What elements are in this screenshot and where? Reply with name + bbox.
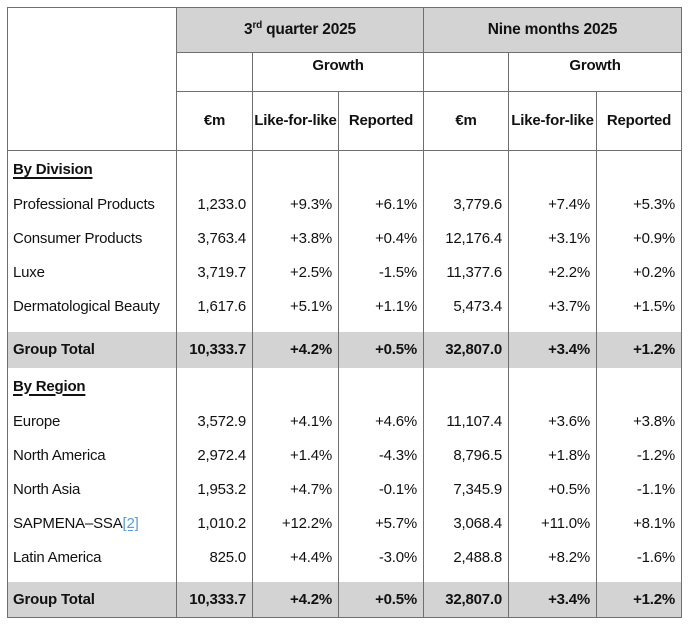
- q3-reported-cell: +0.5%: [339, 582, 424, 618]
- table-row-group-total-region: [8, 582, 682, 618]
- empty-cell: [597, 575, 682, 582]
- table-row-north-asia: [8, 473, 682, 507]
- nine-months-header: Nine months 2025: [424, 8, 682, 53]
- 9m-em-cell: 8,796.5: [424, 439, 509, 473]
- 9m-lfl-cell: +3.4%: [509, 582, 597, 618]
- row-label: Group Total: [8, 332, 177, 368]
- table-row-luxe: [8, 256, 682, 290]
- q3-lfl-cell: +5.1%: [253, 290, 339, 324]
- table-row-sapmena-ssa: [8, 507, 682, 541]
- 9m-em-cell: 2,488.8: [424, 541, 509, 575]
- section-title-cell: [8, 151, 177, 188]
- 9m-reported-cell: +1.5%: [597, 290, 682, 324]
- row-label: Professional Products: [8, 188, 177, 222]
- 9m-reported-cell: -1.6%: [597, 541, 682, 575]
- empty-cell: [177, 368, 253, 405]
- 9m-reported-cell: +0.2%: [597, 256, 682, 290]
- table-row-professional-products: [8, 188, 682, 222]
- corner-cell: [8, 8, 177, 151]
- 9m-reported-header: Reported: [597, 92, 682, 151]
- empty-cell: [509, 575, 597, 582]
- 9m-em-cell: 11,377.6: [424, 256, 509, 290]
- empty-cell: [8, 324, 177, 332]
- table-row-consumer-products: [8, 222, 682, 256]
- empty-cell: [597, 324, 682, 332]
- section-row-by-region: [8, 368, 682, 405]
- 9m-reported-cell: +1.2%: [597, 332, 682, 368]
- q3-reported-cell: +5.7%: [339, 507, 424, 541]
- q3-lfl-cell: +9.3%: [253, 188, 339, 222]
- q3-em-cell: 825.0: [177, 541, 253, 575]
- row-label: Europe: [8, 405, 177, 439]
- 9m-lfl-cell: +3.6%: [509, 405, 597, 439]
- table-row-dermatological-beauty: [8, 290, 682, 324]
- empty-cell: [8, 575, 177, 582]
- empty-cell: [339, 324, 424, 332]
- q3-lfl-cell: +4.2%: [253, 582, 339, 618]
- empty-cell: [424, 368, 509, 405]
- row-label: Dermatological Beauty: [8, 290, 177, 324]
- q3-reported-cell: -4.3%: [339, 439, 424, 473]
- row-label: Luxe: [8, 256, 177, 290]
- q3-reported-cell: -0.1%: [339, 473, 424, 507]
- 9m-lfl-cell: +3.7%: [509, 290, 597, 324]
- row-label: North America: [8, 439, 177, 473]
- 9m-lfl-cell: +3.1%: [509, 222, 597, 256]
- spacer-row: [8, 324, 682, 332]
- empty-cell: [424, 151, 509, 188]
- q3-reported-cell: -3.0%: [339, 541, 424, 575]
- 9m-growth-header: Growth: [509, 53, 682, 92]
- 9m-reported-cell: +5.3%: [597, 188, 682, 222]
- q3-reported-cell: +1.1%: [339, 290, 424, 324]
- q3-lfl-cell: +2.5%: [253, 256, 339, 290]
- q3-growth-header: Growth: [253, 53, 424, 92]
- q3-em-cell: 10,333.7: [177, 582, 253, 618]
- q3-lfl-cell: +4.1%: [253, 405, 339, 439]
- q3-em-cell: 10,333.7: [177, 332, 253, 368]
- empty-cell: [339, 368, 424, 405]
- results-table: [7, 7, 682, 618]
- empty-cell: [424, 575, 509, 582]
- section-title: By Region: [13, 377, 86, 395]
- 9m-em-spacer-cell: [424, 53, 509, 92]
- 9m-em-cell: 5,473.4: [424, 290, 509, 324]
- section-title: By Division: [13, 160, 93, 178]
- 9m-lfl-cell: +11.0%: [509, 507, 597, 541]
- 9m-em-header: €m: [424, 92, 509, 151]
- q3-reported-cell: +0.4%: [339, 222, 424, 256]
- header-row-periods: [8, 8, 682, 53]
- table-row-europe: [8, 405, 682, 439]
- table-row-latin-america: [8, 541, 682, 575]
- empty-cell: [177, 324, 253, 332]
- q3-lfl-cell: +1.4%: [253, 439, 339, 473]
- section-title-cell: [8, 368, 177, 405]
- 9m-lfl-cell: +3.4%: [509, 332, 597, 368]
- q3-em-cell: 3,719.7: [177, 256, 253, 290]
- empty-cell: [339, 151, 424, 188]
- q3-em-cell: 3,763.4: [177, 222, 253, 256]
- empty-cell: [597, 151, 682, 188]
- q3-em-cell: 2,972.4: [177, 439, 253, 473]
- q3-quarter-ordinal: rd: [252, 19, 263, 31]
- q3-lfl-header: Like-for-like: [253, 92, 339, 151]
- row-label-text: SAPMENA–SSA: [13, 515, 123, 532]
- empty-cell: [253, 368, 339, 405]
- q3-lfl-cell: +12.2%: [253, 507, 339, 541]
- 9m-em-cell: 12,176.4: [424, 222, 509, 256]
- q3-lfl-cell: +4.2%: [253, 332, 339, 368]
- q3-reported-cell: -1.5%: [339, 256, 424, 290]
- q3-reported-cell: +4.6%: [339, 405, 424, 439]
- 9m-lfl-cell: +7.4%: [509, 188, 597, 222]
- 9m-reported-cell: -1.2%: [597, 439, 682, 473]
- empty-cell: [339, 575, 424, 582]
- 9m-em-cell: 7,345.9: [424, 473, 509, 507]
- q3-quarter-rest: quarter 2025: [262, 21, 356, 38]
- empty-cell: [597, 368, 682, 405]
- q3-em-cell: 1,233.0: [177, 188, 253, 222]
- empty-cell: [177, 575, 253, 582]
- 9m-em-cell: 3,068.4: [424, 507, 509, 541]
- footnote-link-2[interactable]: [2]: [122, 515, 139, 532]
- empty-cell: [424, 324, 509, 332]
- table-row-north-america: [8, 439, 682, 473]
- 9m-lfl-cell: +0.5%: [509, 473, 597, 507]
- empty-cell: [509, 151, 597, 188]
- 9m-lfl-cell: +1.8%: [509, 439, 597, 473]
- empty-cell: [253, 151, 339, 188]
- 9m-em-cell: 3,779.6: [424, 188, 509, 222]
- 9m-reported-cell: -1.1%: [597, 473, 682, 507]
- spacer-row: [8, 575, 682, 582]
- q3-em-header: €m: [177, 92, 253, 151]
- 9m-em-cell: 32,807.0: [424, 582, 509, 618]
- q3-lfl-cell: +4.7%: [253, 473, 339, 507]
- q3-quarter-header: [177, 8, 424, 53]
- empty-cell: [177, 151, 253, 188]
- 9m-lfl-cell: +2.2%: [509, 256, 597, 290]
- q3-reported-cell: +0.5%: [339, 332, 424, 368]
- q3-reported-cell: +6.1%: [339, 188, 424, 222]
- q3-reported-header: Reported: [339, 92, 424, 151]
- q3-em-cell: 1,617.6: [177, 290, 253, 324]
- row-label: Latin America: [8, 541, 177, 575]
- 9m-reported-cell: +3.8%: [597, 405, 682, 439]
- row-label: Consumer Products: [8, 222, 177, 256]
- row-label: Group Total: [8, 582, 177, 618]
- row-label: North Asia: [8, 473, 177, 507]
- q3-em-cell: 1,953.2: [177, 473, 253, 507]
- 9m-lfl-header: Like-for-like: [509, 92, 597, 151]
- q3-em-cell: 3,572.9: [177, 405, 253, 439]
- q3-em-spacer-cell: [177, 53, 253, 92]
- 9m-em-cell: 32,807.0: [424, 332, 509, 368]
- q3-quarter-base: 3: [244, 21, 253, 38]
- row-label: [8, 507, 177, 541]
- empty-cell: [253, 575, 339, 582]
- q3-lfl-cell: +3.8%: [253, 222, 339, 256]
- empty-cell: [253, 324, 339, 332]
- 9m-reported-cell: +8.1%: [597, 507, 682, 541]
- 9m-em-cell: 11,107.4: [424, 405, 509, 439]
- 9m-reported-cell: +0.9%: [597, 222, 682, 256]
- q3-lfl-cell: +4.4%: [253, 541, 339, 575]
- table-row-group-total-division: [8, 332, 682, 368]
- empty-cell: [509, 368, 597, 405]
- empty-cell: [509, 324, 597, 332]
- section-row-by-division: [8, 151, 682, 188]
- 9m-reported-cell: +1.2%: [597, 582, 682, 618]
- 9m-lfl-cell: +8.2%: [509, 541, 597, 575]
- q3-em-cell: 1,010.2: [177, 507, 253, 541]
